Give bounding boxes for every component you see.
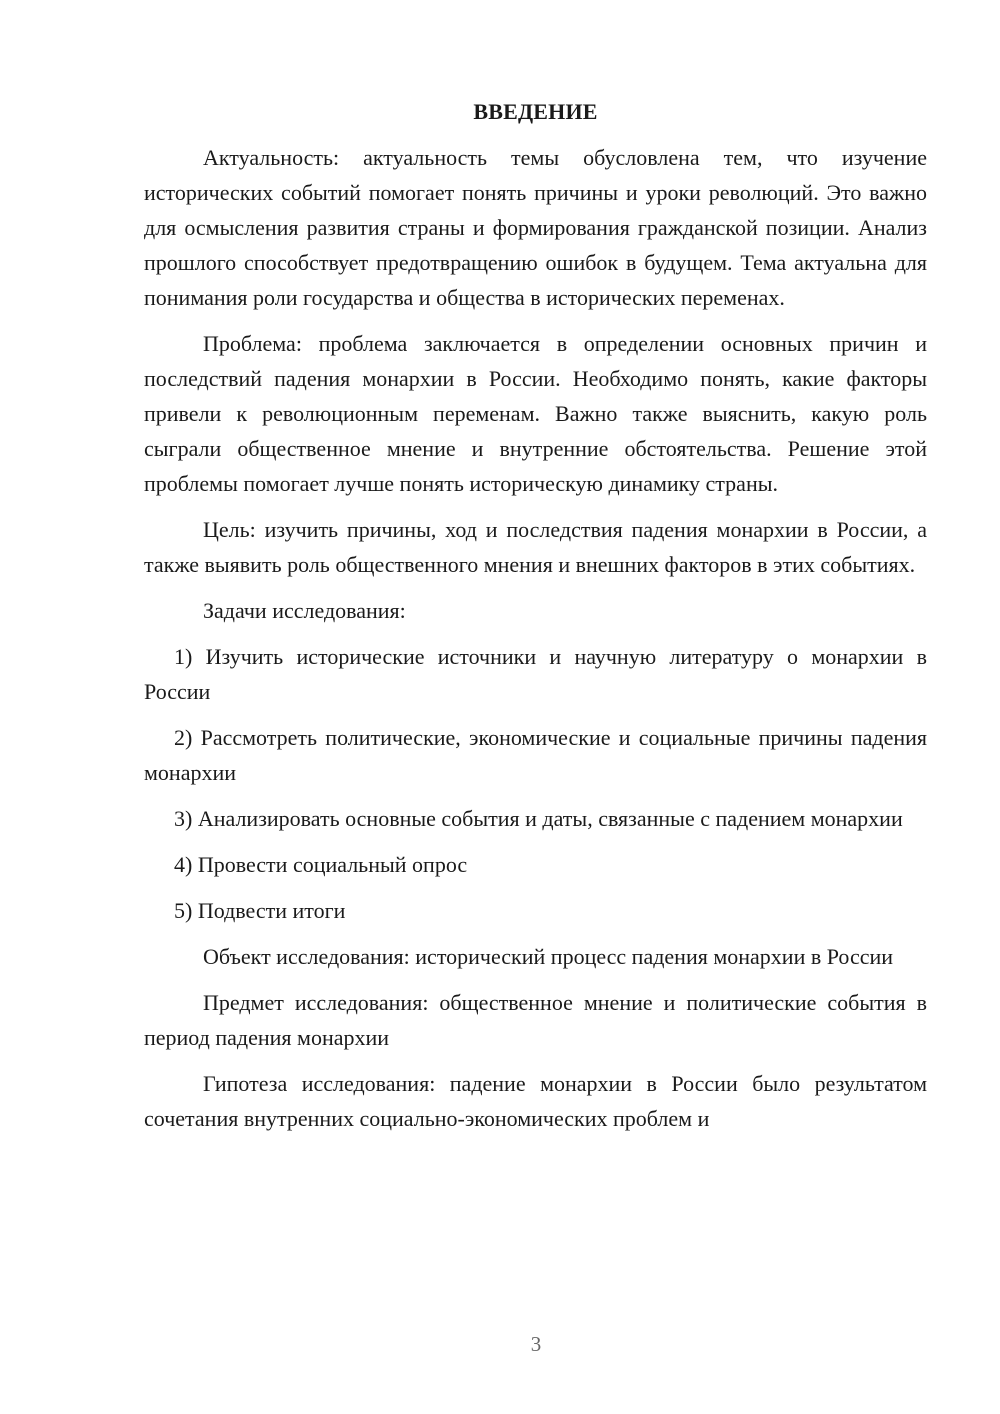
hypothesis-paragraph: Гипотеза исследования: падение монархии в России было результатом сочетания внутренних социально-экономических проблем и xyxy=(144,1071,927,1131)
task-item-3: 3) Анализировать основные события и даты, связанные с падением монархии xyxy=(174,806,903,831)
problem-paragraph: Проблема: проблема заключается в определении основных причин и последствий падения монархии в России. Необходимо понять, какие факторы привели к революционным переменам. Важно также выяснить, какую роль сыграли общественное мнение и внутренние обстоятельства. Решение этой проблемы помогает лучше понять историческую динамику страны. xyxy=(144,331,927,496)
page-content xyxy=(144,94,927,1147)
task-item-1: 1) Изучить исторические источники и научную литературу о монархии в России xyxy=(144,644,927,704)
page-number: 3 xyxy=(530,1332,542,1356)
tasks-intro: Задачи исследования: xyxy=(203,598,406,623)
research-subject-paragraph: Предмет исследования: общественное мнение и политические события в период падения монархии xyxy=(144,990,927,1050)
goal-paragraph: Цель: изучить причины, ход и последствия падения монархии в России, а также выявить роль общественного мнения и внешних факторов в этих событиях. xyxy=(144,517,927,577)
task-item-4: 4) Провести социальный опрос xyxy=(174,852,468,877)
section-heading: ВВЕДЕНИЕ xyxy=(473,99,598,124)
research-object-paragraph: Объект исследования: исторический процесс падения монархии в России xyxy=(203,944,894,969)
task-item-2: 2) Рассмотреть политические, экономические и социальные причины падения монархии xyxy=(144,725,927,785)
task-item-5: 5) Подвести итоги xyxy=(174,898,346,923)
relevance-paragraph: Актуальность: актуальность темы обусловлена тем, что изучение исторических событий помогает понять причины и уроки революций. Это важно для осмысления развития страны и формирования гражданской позиции. Анализ прошлого способствует предотвращению ошибок в будущем. Тема актуальна для понимания роли государства и общества в исторических переменах. xyxy=(144,145,927,310)
